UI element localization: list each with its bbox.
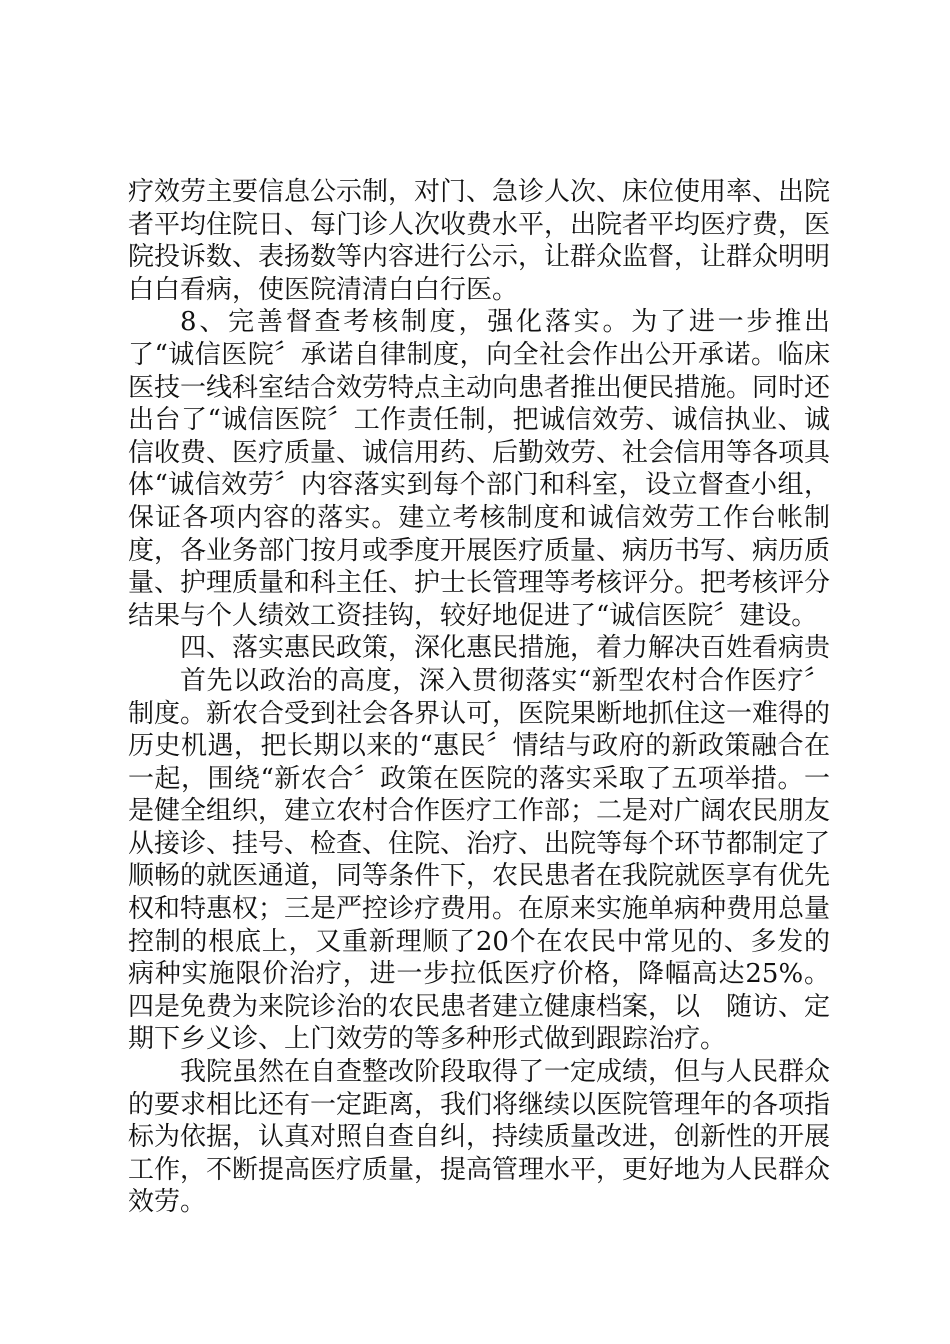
paragraph-rural-cooperative-medical: 首先以政治的高度，深入贯彻落实“新型农村合作医疗〞制度。新农合受到社会各界认可，医院果断地抓住这一难得的历史机遇，把长期以来的“惠民〞情结与政府的新政策融合在一起，围绕“新农合〞政策在医院的落实采取了五项举措。一是健全组织，建立农村合作医疗工作部；二是对广阔农民朋友从接诊、挂号、检查、住院、治疗、出院等每个环节都制定了顺畅的就医通道，同等条件下，农民患者在我院就医享有优先权和特惠权；三是严控诊疗费用。在原来实施单病种费用总量控制的根底上，又重新理顺了20个在农民中常见的、多发的病种实施限价治疗，进一步拉低医疗价格，降幅高达25%。四是免费为来院诊治的农民患者建立健康档案，以 随访、定期下乡义诊、上门效劳的等多种形式做到跟踪治疗。	[128, 665, 831, 1055]
paragraph-public-disclosure: 疗效劳主要信息公示制，对门、急诊人次、床位使用率、出院者平均住院日、每门诊人次收费水平，出院者平均医疗费，医院投诉数、表扬数等内容进行公示，让群众监督，让群众明明白白看病，使医院清清白白行医。	[128, 177, 831, 305]
section-heading-benefit-policy: 四、落实惠民政策，深化惠民措施，着力解决百姓看病贵	[180, 633, 831, 664]
paragraph-supervision-assessment: 8、完善督查考核制度，强化落实。为了进一步推出了“诚信医院〞承诺自律制度，向全社会作出公开承诺。临床医技一线科室结合效劳特点主动向患者推出便民措施。同时还出台了“诚信医院〞工作责任制，把诚信效劳、诚信执业、诚信收费、医疗质量、诚信用药、后勤效劳、社会信用等各项具体“诚信效劳〞内容落实到每个部门和科室，设立督查小组，保证各项内容的落实。建立考核制度和诚信效劳工作台帐制度，各业务部门按月或季度开展医疗质量、病历书写、病历质量、护理质量和科主任、护士长管理等考核评分。把考核评分结果与个人绩效工资挂钩，较好地促进了“诚信医院〞建设。	[128, 307, 831, 631]
document-body	[128, 176, 830, 1219]
paragraph-conclusion: 我院虽然在自查整改阶段取得了一定成绩，但与人民群众的要求相比还有一定距离，我们将继续以医院管理年的各项指标为依据，认真对照自查自纠，持续质量改进，创新性的开展工作，不断提高医疗质量，提高管理水平，更好地为人民群众效劳。	[128, 1057, 831, 1218]
